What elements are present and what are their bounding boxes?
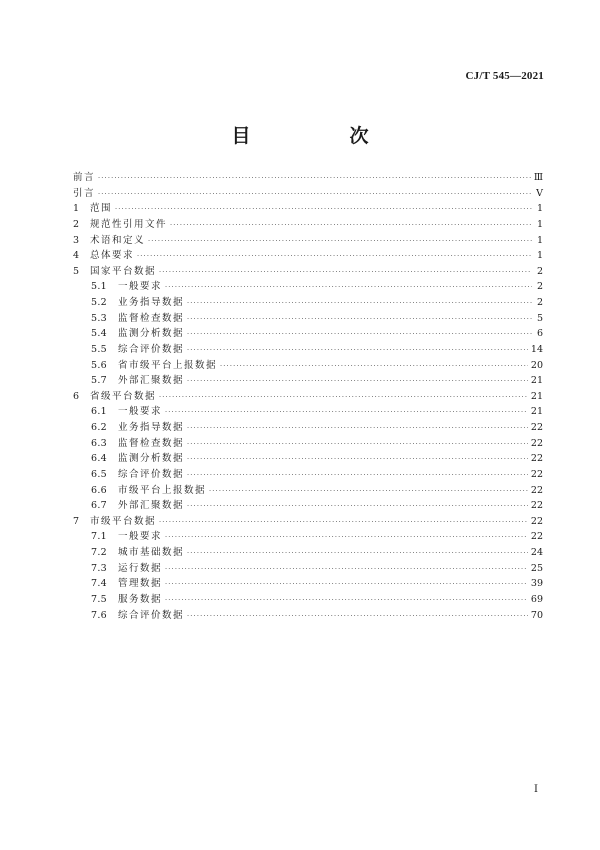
toc-entry-label: 监督检查数据 (118, 312, 185, 324)
toc-entry-number: 5.1 (91, 281, 108, 293)
toc-entry-page: 1 (536, 234, 543, 246)
toc-entry-page: 25 (530, 562, 543, 574)
toc-entry[interactable] (73, 200, 543, 216)
toc-entry[interactable] (73, 388, 543, 404)
toc-entry-number: 6 (73, 390, 80, 402)
toc-entry-label: 省级平台数据 (90, 390, 157, 402)
dot-leader (165, 565, 528, 573)
toc-entry[interactable] (73, 325, 543, 341)
toc-entry-page: 21 (530, 390, 543, 402)
toc-title: 目 次 (231, 125, 409, 147)
toc-entry[interactable] (73, 372, 543, 388)
dot-leader (187, 346, 528, 354)
toc-entry-label: 监测分析数据 (118, 453, 185, 465)
dot-leader (159, 518, 528, 526)
toc-entry[interactable] (73, 466, 543, 482)
toc-entry[interactable] (73, 544, 543, 560)
dot-leader (98, 174, 531, 182)
toc-entry[interactable] (73, 435, 543, 451)
toc-entry-page: 70 (530, 609, 543, 621)
toc-entry-page: 21 (530, 375, 543, 387)
toc-entry-number: 6.4 (91, 453, 108, 465)
toc-entry-page: 69 (530, 593, 543, 605)
dot-leader (165, 408, 528, 416)
toc-entry-number: 7.6 (91, 609, 108, 621)
toc-entry-number: 7.3 (91, 562, 108, 574)
toc-entry-number: 5.4 (91, 328, 108, 340)
toc-entry-label: 监测分析数据 (118, 328, 185, 340)
dot-leader (187, 502, 528, 510)
toc-entry-number: 2 (73, 218, 80, 230)
toc-entry-label: 总体要求 (90, 250, 135, 262)
toc-entry-number: 7.4 (91, 578, 108, 590)
toc-entry-page: 22 (530, 453, 543, 465)
toc-entry-number: 6.3 (91, 437, 108, 449)
toc-entry-number: 4 (73, 250, 80, 262)
toc-entry-label: 市级平台上报数据 (118, 484, 207, 496)
toc-entry-page: 2 (536, 297, 543, 308)
toc-entry[interactable] (73, 357, 543, 373)
dot-leader (170, 221, 532, 229)
dot-leader (209, 487, 528, 495)
dot-leader (187, 549, 528, 557)
dot-leader (165, 533, 528, 541)
toc-entry-number: 1 (73, 203, 80, 215)
toc-entry[interactable] (73, 263, 543, 279)
toc-entry[interactable] (73, 513, 543, 529)
toc-entry-page: 22 (530, 422, 543, 433)
toc-entry-page: 2 (536, 281, 543, 293)
toc-entry-label: 管理数据 (118, 578, 163, 590)
dot-leader (137, 252, 532, 260)
toc-entry-label: 外部汇聚数据 (118, 375, 185, 387)
dot-leader (148, 237, 532, 245)
document-code: CJ/T 545—2021 (465, 70, 544, 82)
toc-entry-label: 引言 (73, 187, 96, 199)
toc-entry-number: 5.5 (91, 343, 108, 355)
toc-entry-label: 范围 (90, 203, 113, 215)
toc-entry-number: 3 (73, 234, 80, 246)
dot-leader (165, 283, 532, 291)
dot-leader (187, 440, 528, 448)
toc-entry-label: 城市基础数据 (118, 547, 185, 558)
toc-entry-number: 6.1 (91, 406, 108, 418)
toc-entry-number: 5 (73, 265, 80, 277)
toc-entry-number: 5.6 (91, 359, 108, 371)
toc-entry[interactable] (73, 185, 543, 201)
toc-entry[interactable] (73, 216, 543, 232)
dot-leader (187, 330, 532, 338)
dot-leader (187, 471, 528, 479)
toc-entry[interactable] (73, 294, 543, 310)
toc-entry-number: 5.2 (91, 297, 108, 308)
toc-entry-label: 前言 (73, 172, 96, 183)
toc-entry-page: 22 (530, 515, 543, 527)
toc-entry-label: 监督检查数据 (118, 437, 185, 449)
dot-leader (159, 268, 532, 276)
toc-entry-page: 39 (530, 578, 543, 590)
toc-entry[interactable] (73, 482, 543, 498)
toc-entry-label: 术语和定义 (90, 234, 146, 246)
dot-leader (187, 299, 532, 307)
toc-entry-page: 1 (536, 218, 543, 230)
toc-entry-label: 运行数据 (118, 562, 163, 574)
toc-entry-label: 一般要求 (118, 531, 163, 543)
toc-entry-page: 22 (530, 484, 543, 496)
dot-leader (165, 596, 528, 604)
toc-entry-number: 5.3 (91, 312, 108, 324)
toc-entry-page: 14 (530, 343, 543, 355)
toc-entry-page: 22 (530, 500, 543, 512)
toc-entry-label: 综合评价数据 (118, 609, 185, 621)
dot-leader (98, 190, 532, 198)
table-of-contents (73, 169, 543, 622)
toc-entry-number: 7.5 (91, 593, 108, 605)
dot-leader (187, 377, 528, 385)
toc-entry-label: 外部汇聚数据 (118, 500, 185, 512)
toc-entry[interactable] (73, 341, 543, 357)
dot-leader (187, 612, 528, 620)
toc-entry-label: 服务数据 (118, 593, 163, 605)
toc-entry-page: 1 (536, 203, 543, 215)
toc-entry-label: 一般要求 (118, 406, 163, 418)
toc-entry-page: 22 (530, 531, 543, 543)
toc-entry-page: 6 (536, 328, 543, 340)
toc-entry-label: 市级平台数据 (90, 515, 157, 527)
toc-entry[interactable] (73, 591, 543, 607)
toc-entry[interactable] (73, 450, 543, 466)
toc-entry-label: 业务指导数据 (118, 297, 185, 308)
toc-entry[interactable] (73, 310, 543, 326)
toc-entry-page: Ⅲ (533, 172, 543, 183)
toc-entry-label: 业务指导数据 (118, 422, 185, 433)
toc-entry[interactable] (73, 247, 543, 263)
dot-leader (115, 205, 532, 213)
dot-leader (159, 393, 528, 401)
toc-entry[interactable] (73, 607, 543, 623)
toc-entry-number: 7 (73, 515, 80, 527)
toc-entry-page: 22 (530, 468, 543, 480)
toc-entry[interactable] (73, 232, 543, 248)
toc-entry-page: 20 (530, 359, 543, 371)
toc-entry[interactable] (73, 278, 543, 294)
toc-entry-page: 1 (536, 250, 543, 262)
toc-entry-page: 21 (530, 406, 543, 418)
toc-entry-label: 综合评价数据 (118, 468, 185, 480)
toc-entry[interactable] (73, 528, 543, 544)
toc-entry[interactable] (73, 497, 543, 513)
toc-entry-page: 24 (530, 547, 543, 558)
toc-entry[interactable] (73, 575, 543, 591)
toc-entry-number: 7.1 (91, 531, 108, 543)
toc-entry-page: 22 (530, 437, 543, 449)
toc-entry[interactable] (73, 419, 543, 435)
dot-leader (165, 580, 528, 588)
dot-leader (220, 362, 528, 370)
toc-entry-page: Ⅴ (536, 187, 543, 199)
dot-leader (187, 424, 528, 432)
dot-leader (187, 315, 532, 323)
toc-entry-number: 6.2 (91, 422, 108, 433)
toc-entry-number: 6.6 (91, 484, 108, 496)
toc-entry-label: 国家平台数据 (90, 265, 157, 277)
toc-entry-label: 一般要求 (118, 281, 163, 293)
toc-entry[interactable] (73, 403, 543, 419)
dot-leader (187, 455, 528, 463)
toc-entry-label: 省市级平台上报数据 (118, 359, 218, 371)
page-number: Ⅰ (534, 784, 538, 795)
toc-entry[interactable] (73, 560, 543, 576)
toc-entry-page: 2 (536, 265, 543, 277)
toc-entry-number: 7.2 (91, 547, 108, 558)
toc-entry-page: 5 (536, 312, 543, 324)
toc-entry-label: 综合评价数据 (118, 343, 185, 355)
toc-entry-number: 5.7 (91, 375, 108, 387)
toc-entry-number: 6.5 (91, 468, 108, 480)
toc-entry-number: 6.7 (91, 500, 108, 512)
toc-entry[interactable] (73, 169, 543, 185)
toc-entry-label: 规范性引用文件 (90, 218, 168, 230)
